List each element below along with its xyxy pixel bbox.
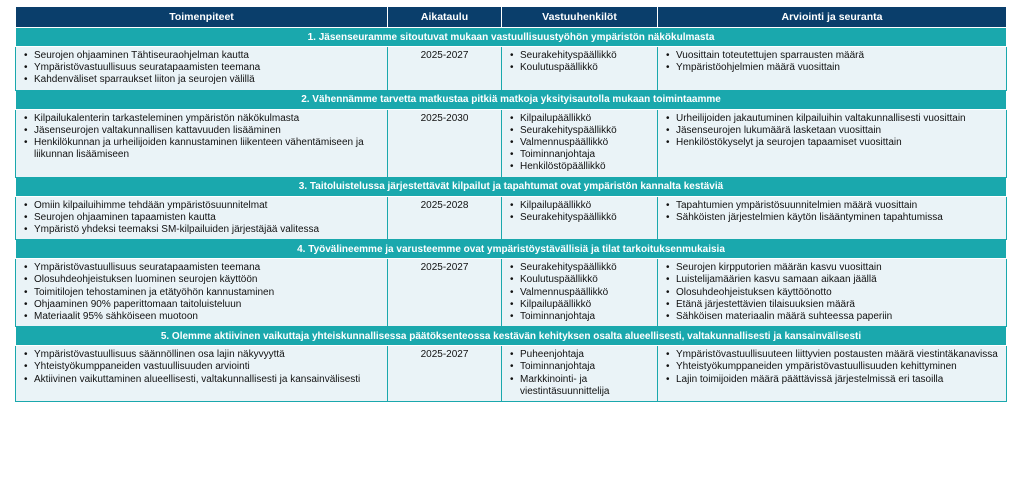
- evaluation-item: • Vuosittain toteutettujen sparrausten määrä: [676, 50, 1002, 62]
- section-data-row: [16, 109, 1007, 177]
- header-actions: Toimenpiteet: [16, 7, 388, 28]
- evaluation-item: • Luistelijamäärien kasvu samaan aikaan jäällä: [676, 274, 1002, 286]
- action-item: • Ympäristövastuullisuus seuratapaamisten teemana: [34, 262, 383, 274]
- action-item: • Aktiivinen vaikuttaminen alueellisesti, valtakunnallisesti ja kansainvälisesti: [34, 374, 383, 386]
- action-list: [20, 200, 383, 237]
- evaluation-cell: [658, 109, 1007, 177]
- header-row: [16, 7, 1007, 28]
- evaluation-list: [662, 113, 1002, 150]
- responsible-item: • Henkilöstöpäällikkö: [520, 161, 653, 173]
- responsible-list: [506, 349, 653, 398]
- responsible-list: [506, 50, 653, 74]
- evaluation-item: • Sähköisten järjestelmien käytön lisääntyminen tapahtumissa: [676, 212, 1002, 224]
- evaluation-cell: [658, 346, 1007, 402]
- action-item: • Ohjaaminen 90% paperittomaan taitoluisteluun: [34, 299, 383, 311]
- evaluation-item: • Tapahtumien ympäristösuunnitelmien määrä vuosittain: [676, 200, 1002, 212]
- schedule-cell: 2025-2027: [388, 259, 502, 327]
- action-item: • Toimitilojen tehostaminen ja etätyöhön kannustaminen: [34, 287, 383, 299]
- evaluation-item: • Olosuhdeohjeistuksen käyttöönotto: [676, 287, 1002, 299]
- responsible-item: • Koulutuspäällikkö: [520, 274, 653, 286]
- header-schedule: Aikataulu: [388, 7, 502, 28]
- actions-cell: [16, 196, 388, 240]
- responsible-item: • Toiminnanjohtaja: [520, 311, 653, 323]
- responsible-item: • Puheenjohtaja: [520, 349, 653, 361]
- evaluation-item: • Urheilijoiden jakautuminen kilpailuihin valtakunnallisesti vuosittain: [676, 113, 1002, 125]
- responsible-list: [506, 200, 653, 224]
- section-heading-row: [16, 177, 1007, 196]
- evaluation-item: • Seurojen kirpputorien määrän kasvu vuosittain: [676, 262, 1002, 274]
- schedule-cell: 2025-2030: [388, 109, 502, 177]
- schedule-cell: 2025-2027: [388, 346, 502, 402]
- section-title: 2. Vähennämme tarvetta matkustaa pitkiä matkoja yksityisautolla mukaan toimintaamme: [16, 90, 1007, 109]
- responsible-cell: [502, 109, 658, 177]
- header-responsible: Vastuuhenkilöt: [502, 7, 658, 28]
- actions-cell: [16, 109, 388, 177]
- responsible-item: • Toiminnanjohtaja: [520, 361, 653, 373]
- responsible-cell: [502, 346, 658, 402]
- responsible-item: • Valmennuspäällikkö: [520, 287, 653, 299]
- actions-cell: [16, 47, 388, 91]
- section-data-row: [16, 47, 1007, 91]
- evaluation-item: • Yhteistyökumppaneiden ympäristövastuullisuuden kehittyminen: [676, 361, 1002, 373]
- evaluation-list: [662, 262, 1002, 323]
- section-data-row: [16, 196, 1007, 240]
- evaluation-item: • Sähköisen materiaalin määrä suhteessa paperiin: [676, 311, 1002, 323]
- action-item: • Olosuhdeohjeistuksen luominen seurojen käyttöön: [34, 274, 383, 286]
- evaluation-list: [662, 50, 1002, 74]
- action-item: • Materiaalit 95% sähköiseen muotoon: [34, 311, 383, 323]
- evaluation-item: • Ympäristövastuullisuuteen liittyvien postausten määrä viestintäkanavissa: [676, 349, 1002, 361]
- responsible-item: • Seurakehityspäällikkö: [520, 212, 653, 224]
- evaluation-item: • Henkilöstökyselyt ja seurojen tapaamiset vuosittain: [676, 137, 1002, 149]
- section-heading-row: [16, 28, 1007, 47]
- action-list: [20, 262, 383, 323]
- section-data-row: [16, 346, 1007, 402]
- action-item: • Seurojen ohjaaminen tapaamisten kautta: [34, 212, 383, 224]
- evaluation-cell: [658, 47, 1007, 91]
- header-evaluation: Arviointi ja seuranta: [658, 7, 1007, 28]
- responsible-cell: [502, 259, 658, 327]
- responsible-cell: [502, 196, 658, 240]
- responsible-item: • Valmennuspäällikkö: [520, 137, 653, 149]
- evaluation-list: [662, 349, 1002, 386]
- responsible-item: • Kilpailupäällikkö: [520, 113, 653, 125]
- section-heading-row: [16, 327, 1007, 346]
- section-title: 4. Työvälineemme ja varusteemme ovat ympäristöystävällisiä ja tilat tarkoituksenmukaisia: [16, 240, 1007, 259]
- section-title: 3. Taitoluistelussa järjestettävät kilpailut ja tapahtumat ovat ympäristön kannalta kestäviä: [16, 177, 1007, 196]
- responsible-item: • Toiminnanjohtaja: [520, 149, 653, 161]
- section-title: 5. Olemme aktiivinen vaikuttaja yhteiskunnallisessa päätöksenteossa kestävän kehityksen osalta alueellisesti, valtakunnallisesti ja kansainvälisesti: [16, 327, 1007, 346]
- action-list: [20, 50, 383, 87]
- action-item: • Ympäristövastuullisuus säännöllinen osa lajin näkyvyyttä: [34, 349, 383, 361]
- action-item: • Seurojen ohjaaminen Tähtiseuraohjelman kautta: [34, 50, 383, 62]
- responsible-item: • Koulutuspäällikkö: [520, 62, 653, 74]
- evaluation-item: • Etänä järjestettävien tilaisuuksien määrä: [676, 299, 1002, 311]
- evaluation-item: • Jäsenseurojen lukumäärä lasketaan vuosittain: [676, 125, 1002, 137]
- evaluation-cell: [658, 196, 1007, 240]
- responsible-item: • Markkinointi- ja viestintäsuunnittelija: [520, 374, 653, 398]
- schedule-cell: 2025-2027: [388, 47, 502, 91]
- action-list: [20, 349, 383, 386]
- responsible-item: • Kilpailupäällikkö: [520, 200, 653, 212]
- action-item: • Jäsenseurojen valtakunnallisen kattavuuden lisääminen: [34, 125, 383, 137]
- action-item: • Omiin kilpailuihimme tehdään ympäristösuunnitelmat: [34, 200, 383, 212]
- schedule-cell: 2025-2028: [388, 196, 502, 240]
- actions-cell: [16, 346, 388, 402]
- section-heading-row: [16, 90, 1007, 109]
- section-data-row: [16, 259, 1007, 327]
- responsible-item: • Seurakehityspäällikkö: [520, 50, 653, 62]
- action-item: • Henkilökunnan ja urheilijoiden kannustaminen liikenteen vähentämiseen ja liikunnan lisäämiseen: [34, 137, 383, 161]
- actions-cell: [16, 259, 388, 327]
- environment-plan-table: [15, 6, 1007, 402]
- responsible-item: • Seurakehityspäällikkö: [520, 125, 653, 137]
- action-item: • Kilpailukalenterin tarkasteleminen ympäristön näkökulmasta: [34, 113, 383, 125]
- responsible-list: [506, 262, 653, 323]
- evaluation-item: • Ympäristöohjelmien määrä vuosittain: [676, 62, 1002, 74]
- action-list: [20, 113, 383, 162]
- responsible-list: [506, 113, 653, 174]
- section-title: 1. Jäsenseuramme sitoutuvat mukaan vastuullisuustyöhön ympäristön näkökulmasta: [16, 28, 1007, 47]
- action-item: • Ympäristö yhdeksi teemaksi SM-kilpailuiden järjestäjää valitessa: [34, 224, 383, 236]
- action-item: • Ympäristövastuullisuus seuratapaamisten teemana: [34, 62, 383, 74]
- responsible-item: • Seurakehityspäällikkö: [520, 262, 653, 274]
- evaluation-list: [662, 200, 1002, 224]
- action-item: • Kahdenväliset sparraukset liiton ja seurojen välillä: [34, 74, 383, 86]
- evaluation-item: • Lajin toimijoiden määrä päättävissä järjestelmissä eri tasoilla: [676, 374, 1002, 386]
- responsible-cell: [502, 47, 658, 91]
- responsible-item: • Kilpailupäällikkö: [520, 299, 653, 311]
- action-item: • Yhteistyökumppaneiden vastuullisuuden arviointi: [34, 361, 383, 373]
- evaluation-cell: [658, 259, 1007, 327]
- section-heading-row: [16, 240, 1007, 259]
